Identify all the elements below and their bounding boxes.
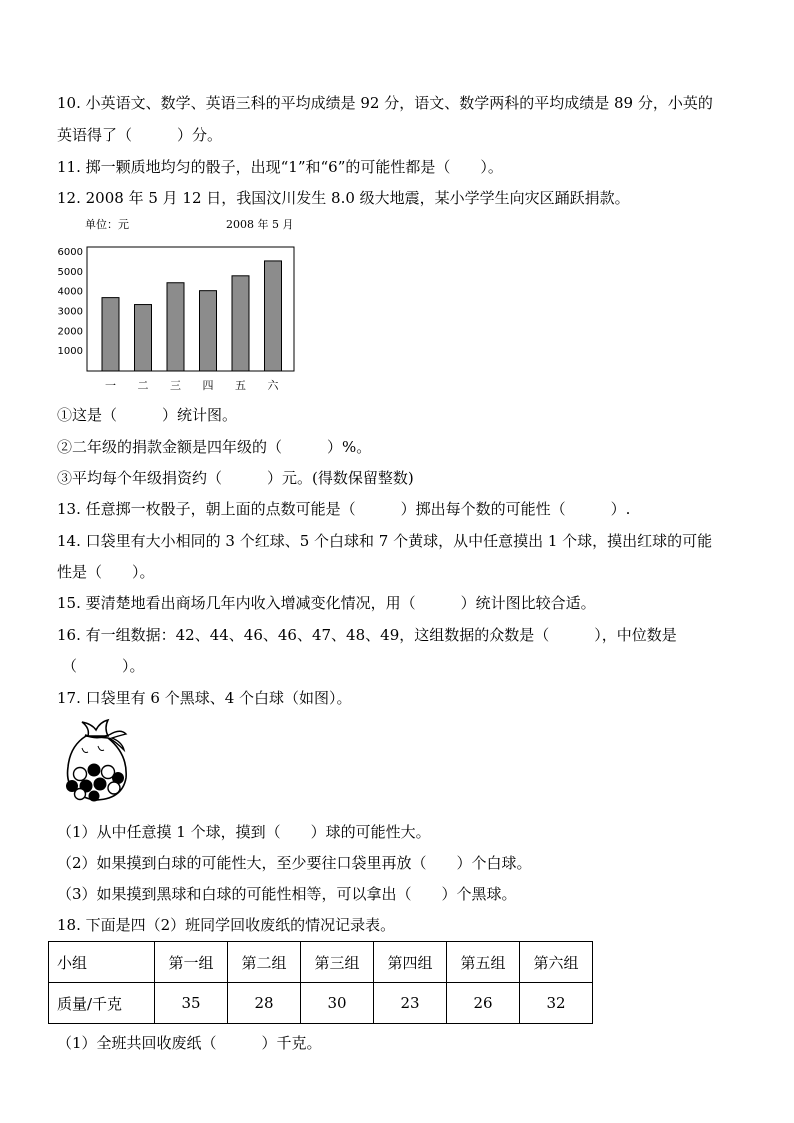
table-cell-group-3: 第三组 (301, 942, 374, 983)
table-cell-group-6: 第六组 (520, 942, 593, 983)
chart-unit-label: 单位：元 (85, 218, 129, 231)
chart-bar-1 (102, 298, 119, 371)
question-10-line-2: 英语得了（ ）分。 (57, 126, 223, 144)
chart-bar-4 (200, 291, 217, 371)
table-cell-weight-6: 32 (520, 983, 593, 1024)
question-15: 15. 要清楚地看出商场几年内收入增减变化情况，用（ ）统计图比较合适。 (57, 594, 596, 612)
question-12-sub-1: ①这是（ ）统计图。 (57, 406, 238, 424)
chart-y-tick-label: 2000 (57, 326, 83, 338)
table-row-weights (49, 983, 593, 1024)
donation-bar-chart (56, 240, 306, 400)
question-12: 12. 2008 年 5 月 12 日，我国汶川发生 8.0 级大地震，某小学学生向灾区踊跃捐款。 (57, 189, 630, 207)
ball-bag-icon (60, 712, 132, 804)
chart-bar-5 (232, 276, 249, 371)
question-16-line-2: （ ）。 (62, 657, 145, 675)
question-13: 13. 任意掷一枚骰子，朝上面的点数可能是（ ）掷出每个数的可能性（ ）. (57, 500, 631, 518)
question-14-line-2: 性是（ ）。 (57, 563, 155, 581)
table-cell-group-5: 第五组 (447, 942, 520, 983)
table-row-groups (49, 942, 593, 983)
chart-bar-3 (167, 283, 184, 371)
chart-x-tick-label: 二 (137, 379, 149, 392)
question-17-sub-2: （2）如果摸到白球的可能性大，至少要往口袋里再放（ ）个白球。 (57, 854, 532, 872)
table-cell-group-1: 第一组 (155, 942, 228, 983)
chart-y-tick-label: 4000 (57, 286, 83, 298)
chart-x-tick-label: 一 (105, 379, 116, 392)
table-header-weight: 质量/千克 (49, 983, 155, 1024)
chart-date-label: 2008 年 5 月 (226, 218, 294, 231)
chart-x-tick-label: 三 (170, 379, 181, 392)
question-18-sub-1: （1）全班共回收废纸（ ）千克。 (57, 1034, 322, 1052)
chart-y-tick-label: 1000 (57, 346, 83, 358)
table-cell-weight-3: 30 (301, 983, 374, 1024)
recycling-record-table (48, 941, 593, 1024)
table-cell-weight-5: 26 (447, 983, 520, 1024)
question-17-sub-1: （1）从中任意摸 1 个球，摸到（ ）球的可能性大。 (57, 823, 431, 841)
table-cell-weight-1: 35 (155, 983, 228, 1024)
question-17: 17. 口袋里有 6 个黑球、4 个白球（如图）。 (57, 689, 352, 707)
question-11: 11. 掷一颗质地均匀的骰子，出现“1”和“6”的可能性都是（ ）。 (57, 158, 503, 176)
question-16-line-1: 16. 有一组数据：42、44、46、46、47、48、49，这组数据的众数是（ ），中位数是 (57, 626, 677, 644)
chart-bar-6 (265, 261, 282, 371)
chart-y-tick-label: 3000 (57, 306, 83, 318)
table-cell-weight-4: 23 (374, 983, 447, 1024)
question-14-line-1: 14. 口袋里有大小相同的 3 个红球、5 个白球和 7 个黄球，从中任意摸出 1 个球，摸出红球的可能 (57, 532, 713, 550)
chart-y-tick-label: 6000 (57, 247, 83, 258)
chart-x-tick-label: 五 (235, 379, 246, 392)
chart-x-tick-label: 六 (267, 379, 279, 392)
question-10-line-1: 10. 小英语文、数学、英语三科的平均成绩是 92 分，语文、数学两科的平均成绩是 89 分，小英的 (57, 94, 713, 112)
table-cell-weight-2: 28 (228, 983, 301, 1024)
question-18: 18. 下面是四（2）班同学回收废纸的情况记录表。 (57, 916, 396, 934)
question-12-sub-3: ③平均每个年级捐资约（ ）元。(得数保留整数) (57, 469, 414, 487)
table-cell-group-2: 第二组 (228, 942, 301, 983)
question-12-sub-2: ②二年级的捐款金额是四年级的（ ）%。 (57, 438, 372, 456)
question-17-sub-3: （3）如果摸到黑球和白球的可能性相等，可以拿出（ ）个黑球。 (57, 885, 517, 903)
chart-x-tick-label: 四 (202, 379, 214, 392)
chart-bar-2 (135, 305, 152, 371)
table-header-group: 小组 (49, 942, 155, 983)
table-cell-group-4: 第四组 (374, 942, 447, 983)
chart-y-tick-label: 5000 (57, 266, 83, 278)
